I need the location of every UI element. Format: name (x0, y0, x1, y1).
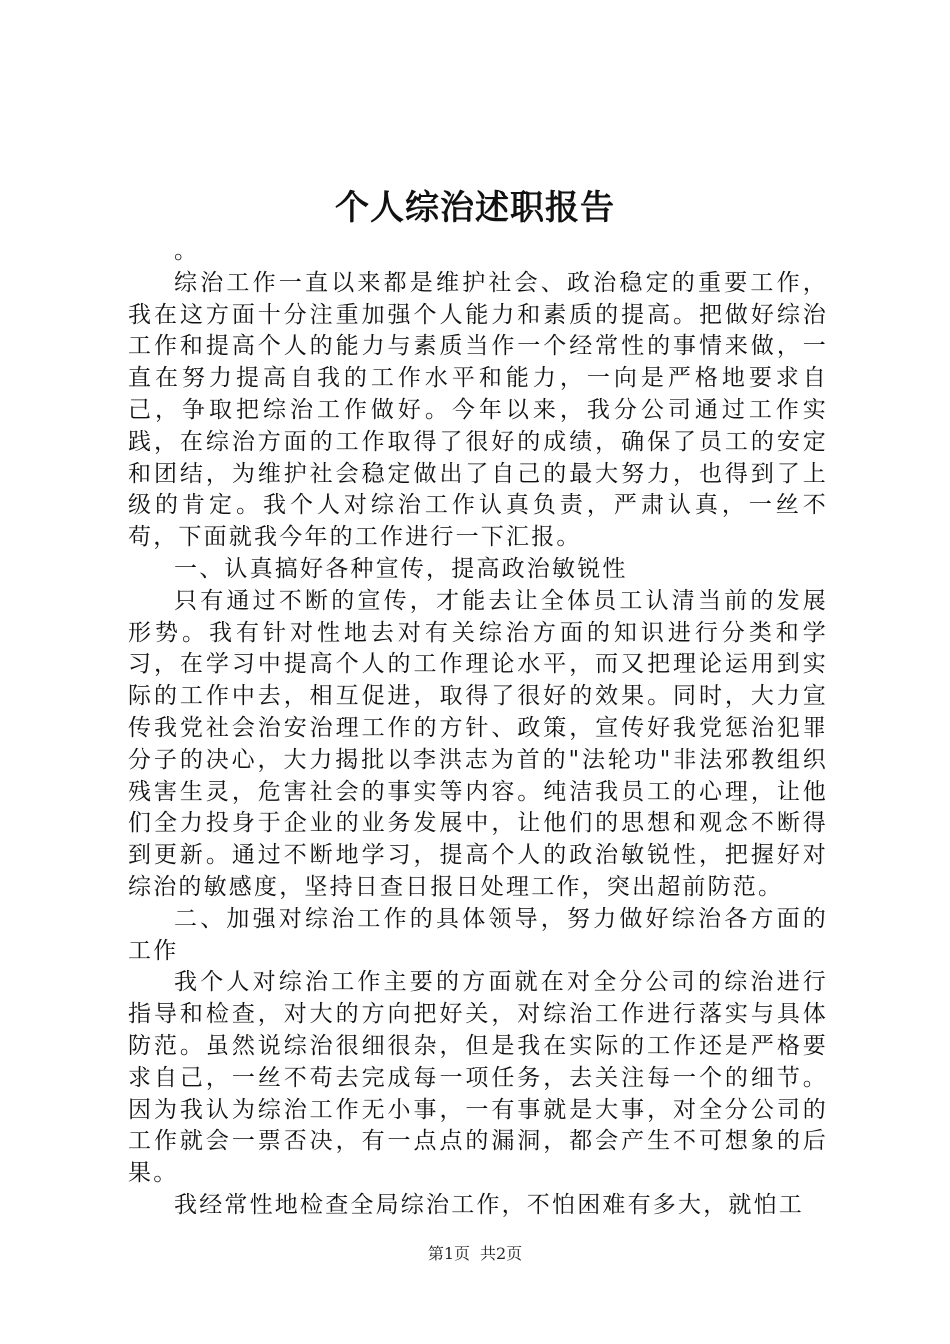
paragraph-continued: 我经常性地检查全局综治工作，不怕困难有多大，就怕工 (174, 1191, 804, 1218)
paragraph-section-2: 我个人对综治工作主要的方面就在对全分公司的综治进行指导和检查，对大的方向把好关，对综治工作进行落实与具体防范。虽然说综治很细很杂，但是我在实际的工作还是严格要求自己，一丝不苟去完成每一项任务，去关注每一个的细节。因为我认为综治工作无小事，一有事就是大事，对全分公司的工作就会一票否决，有一点点的漏洞，都会产生不可想象的后果。 (128, 969, 828, 1187)
paragraph-intro: 综治工作一直以来都是维护社会、政治稳定的重要工作，我在这方面十分注重加强个人能力和素质的提高。把做好综治工作和提高个人的能力与素质当作一个经常性的事情来做，一直在努力提高自我的工作水平和能力，一向是严格地要求自己，争取把综治工作做好。今年以来，我分公司通过工作实践，在综治方面的工作取得了很好的成绩，确保了员工的安定和团结，为维护社会稳定做出了自己的最大努力，也得到了上级的肯定。我个人对综治工作认真负责，严肃认真，一丝不苟，下面就我今年的工作进行一下汇报。 (128, 269, 828, 551)
page-number: 第1页 (427, 1244, 470, 1263)
section-heading-1: 一、认真搞好各种宣传，提高政治敏锐性 (174, 555, 628, 582)
leading-mark: 。 (174, 238, 200, 264)
page-total: 共2页 (480, 1244, 523, 1263)
section-heading-2: 二、加强对综治工作的具体领导，努力做好综治各方面的工作 (128, 905, 828, 964)
paragraph-section-1: 只有通过不断的宣传，才能去让全体员工认清当前的发展形势。我有针对性地去对有关综治方面的知识进行分类和学习，在学习中提高个人的工作理论水平，而又把理论运用到实际的工作中去，相互促进，取得了很好的效果。同时，大力宣传我党社会治安治理工作的方针、政策，宣传好我党惩治犯罪分子的决心，大力揭批以李洪志为首的"法轮功"非法邪教组织残害生灵，危害社会的事实等内容。纯洁我员工的心理，让他们全力投身于企业的业务发展中，让他们的思想和观念不断得到更新。通过不断地学习，提高个人的政治敏锐性，把握好对综治的敏感度，坚持日查日报日处理工作，突出超前防范。 (128, 587, 828, 900)
document-title: 个人综治述职报告 (335, 188, 615, 228)
page-footer (0, 1243, 950, 1265)
document-body (128, 236, 828, 1222)
